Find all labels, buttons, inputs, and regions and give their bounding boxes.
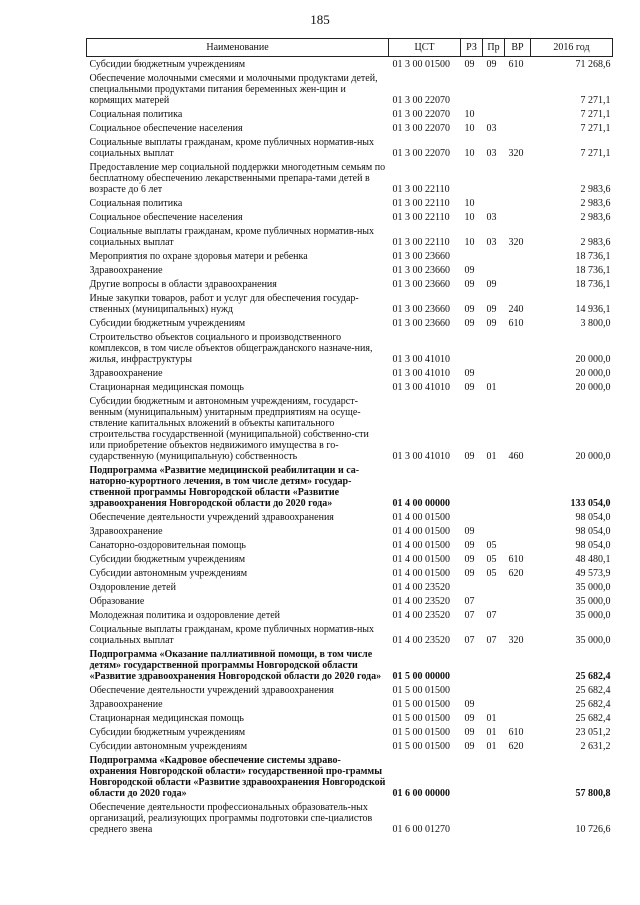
row-name: Санаторно-оздоровительная помощь: [89, 540, 246, 551]
row-rz: [461, 463, 483, 510]
row-vr: 610: [508, 727, 524, 738]
row-amount: 25 682,4: [575, 685, 611, 696]
row-amount: 10 726,6: [575, 824, 611, 835]
row-cst: 01 4 00 00000: [392, 498, 450, 509]
row-pr: [483, 594, 505, 608]
row-rz: 09: [464, 304, 475, 315]
row-rz: 09: [464, 265, 475, 276]
row-name: Социальное обеспечение населения: [89, 212, 243, 223]
table-row: [87, 71, 613, 107]
row-pr: 01: [486, 451, 497, 462]
row-cst: 01 3 00 41010: [392, 354, 450, 365]
row-cst: 01 4 00 23520: [392, 596, 450, 607]
row-vr: [505, 71, 531, 107]
row-pr: 09: [486, 304, 497, 315]
table-row: [87, 580, 613, 594]
budget-table: [86, 38, 613, 836]
row-rz: [461, 800, 483, 836]
row-rz: 09: [464, 540, 475, 551]
row-amount: 23 051,2: [575, 727, 611, 738]
row-name: Молодежная политика и оздоровление детей: [89, 610, 281, 621]
row-rz: 09: [464, 699, 475, 710]
row-amount: 20 000,0: [575, 368, 611, 379]
row-amount: 7 271,1: [580, 123, 611, 134]
row-amount: 25 682,4: [575, 699, 611, 710]
row-vr: [505, 647, 531, 683]
row-cst: 01 3 00 22110: [392, 237, 450, 248]
row-amount: 3 800,0: [580, 318, 611, 329]
row-vr: [505, 249, 531, 263]
row-name: Здравоохранение: [89, 265, 163, 276]
row-vr: [505, 800, 531, 836]
row-name: Подпрограмма «Развитие медицинской реабилитации и са-наторно-курортного лечения, в том числе детям» государ-ственной программы Новгородской области «Развитие здравоохранения Новгородской области до 2020 года»: [89, 465, 360, 509]
row-amount: 18 736,1: [575, 251, 611, 262]
row-amount: 49 573,9: [575, 568, 611, 579]
row-cst: 01 3 00 22110: [392, 184, 450, 195]
table-row: [87, 566, 613, 580]
row-pr: [483, 196, 505, 210]
table-row: [87, 160, 613, 196]
row-name: Обеспечение деятельности учреждений здравоохранения: [89, 685, 334, 696]
row-rz: 10: [464, 198, 475, 209]
table-row: [87, 330, 613, 366]
row-rz: 10: [464, 212, 475, 223]
row-cst: 01 3 00 41010: [392, 368, 450, 379]
row-name: Образование: [89, 596, 145, 607]
table-row: [87, 224, 613, 249]
row-name: Стационарная медицинская помощь: [89, 713, 244, 724]
row-name: Подпрограмма «Кадровое обеспечение системы здраво-охранения Новгородской области» государственной про-граммы Новгородской области «Развитие здравоохранения Новгородской области до 2020 года»: [89, 755, 386, 799]
row-rz: 09: [464, 568, 475, 579]
row-rz: 09: [464, 318, 475, 329]
row-amount: 2 983,6: [580, 237, 611, 248]
row-cst: 01 6 00 01270: [392, 824, 450, 835]
row-amount: 35 000,0: [575, 610, 611, 621]
table-row: [87, 524, 613, 538]
row-amount: 35 000,0: [575, 635, 611, 646]
row-name: Здравоохранение: [89, 526, 163, 537]
row-vr: [505, 277, 531, 291]
row-pr: 09: [486, 279, 497, 290]
row-vr: [505, 524, 531, 538]
row-pr: [483, 580, 505, 594]
table-row: [87, 683, 613, 697]
row-vr: 320: [508, 148, 524, 159]
row-pr: [483, 249, 505, 263]
table-header: [87, 39, 613, 57]
row-cst: 01 4 00 23520: [392, 635, 450, 646]
row-cst: 01 3 00 23660: [392, 304, 450, 315]
row-cst: 01 3 00 41010: [392, 382, 450, 393]
table-row: [87, 57, 613, 72]
row-vr: [505, 697, 531, 711]
header-rz: РЗ: [461, 39, 483, 57]
row-pr: [483, 71, 505, 107]
row-name: Социальные выплаты гражданам, кроме публичных норматив-ных социальных выплат: [89, 624, 375, 646]
row-vr: [505, 608, 531, 622]
row-amount: 133 054,0: [570, 498, 611, 509]
table-row: [87, 277, 613, 291]
row-vr: [505, 366, 531, 380]
row-vr: 320: [508, 635, 524, 646]
row-pr: 01: [486, 727, 497, 738]
row-amount: 98 054,0: [575, 540, 611, 551]
row-cst: 01 4 00 23520: [392, 610, 450, 621]
row-name: Социальные выплаты гражданам, кроме публичных норматив-ных социальных выплат: [89, 226, 375, 248]
row-rz: [461, 71, 483, 107]
row-pr: 03: [486, 123, 497, 134]
row-vr: [505, 510, 531, 524]
table-row: [87, 380, 613, 394]
row-pr: [483, 697, 505, 711]
row-rz: [461, 330, 483, 366]
row-cst: 01 5 00 01500: [392, 713, 450, 724]
row-amount: 20 000,0: [575, 451, 611, 462]
row-name: Субсидии бюджетным учреждениям: [89, 318, 246, 329]
row-pr: [483, 524, 505, 538]
row-name: Субсидии бюджетным учреждениям: [89, 554, 246, 565]
row-name: Социальная политика: [89, 198, 183, 209]
table-row: [87, 291, 613, 316]
row-name: Субсидии бюджетным и автономным учреждениям, государст-венным (муниципальным) унитарным предприятиям на осуще-ствление капитальных вложений в объекты капитального строительства государственной (муниципальной) собственно-сти или приобретение объектов недвижимого имущества в го-сударственную (муниципальную) собственность: [89, 396, 369, 462]
table-row: [87, 552, 613, 566]
row-amount: 98 054,0: [575, 512, 611, 523]
row-amount: 18 736,1: [575, 265, 611, 276]
row-rz: [461, 249, 483, 263]
row-cst: 01 4 00 01500: [392, 568, 450, 579]
row-vr: [505, 160, 531, 196]
row-cst: 01 3 00 22070: [392, 123, 450, 134]
row-amount: 2 631,2: [580, 741, 611, 752]
row-pr: 01: [486, 382, 497, 393]
table-row: [87, 538, 613, 552]
row-cst: 01 3 00 23660: [392, 279, 450, 290]
row-pr: 05: [486, 554, 497, 565]
row-rz: 10: [464, 109, 475, 120]
row-vr: [505, 711, 531, 725]
row-cst: 01 3 00 22110: [392, 198, 450, 209]
row-name: Обеспечение молочными смесями и молочными продуктами детей, специальными продуктами питания беременных жен-щин и кормящих матерей: [89, 73, 378, 106]
table-row: [87, 196, 613, 210]
row-name: Строительство объектов социального и производственного комплексов, в том числе объектов общегражданского назначе-ния, жилья, инфраструктуры: [89, 332, 373, 365]
header-cst: ЦСТ: [389, 39, 461, 57]
row-vr: [505, 121, 531, 135]
row-amount: 25 682,4: [575, 713, 611, 724]
table-row: [87, 647, 613, 683]
page-number: 185: [310, 12, 330, 27]
row-vr: [505, 463, 531, 510]
row-cst: 01 3 00 22070: [392, 148, 450, 159]
row-rz: 10: [464, 148, 475, 159]
row-pr: 03: [486, 212, 497, 223]
row-cst: 01 3 00 22110: [392, 212, 450, 223]
row-amount: 7 271,1: [580, 95, 611, 106]
row-rz: 09: [464, 526, 475, 537]
row-vr: [505, 330, 531, 366]
row-rz: 07: [464, 635, 475, 646]
row-vr: [505, 594, 531, 608]
table-row: [87, 249, 613, 263]
table-row: [87, 210, 613, 224]
table-row: [87, 366, 613, 380]
row-amount: 25 682,4: [575, 671, 611, 682]
row-cst: 01 3 00 23660: [392, 265, 450, 276]
row-pr: 01: [486, 713, 497, 724]
row-pr: 07: [486, 635, 497, 646]
row-name: Оздоровление детей: [89, 582, 176, 593]
table-row: [87, 107, 613, 121]
row-pr: [483, 753, 505, 800]
row-rz: 07: [464, 610, 475, 621]
table-row: [87, 394, 613, 463]
row-cst: 01 5 00 01500: [392, 699, 450, 710]
row-name: Социальная политика: [89, 109, 183, 120]
row-name: Субсидии бюджетным учреждениям: [89, 727, 246, 738]
row-vr: [505, 683, 531, 697]
row-name: Социальное обеспечение населения: [89, 123, 243, 134]
table-row: [87, 135, 613, 160]
row-rz: 09: [464, 713, 475, 724]
row-cst: 01 4 00 01500: [392, 512, 450, 523]
header-pr: Пр: [483, 39, 505, 57]
row-cst: 01 4 00 01500: [392, 540, 450, 551]
row-amount: 2 983,6: [580, 212, 611, 223]
row-name: Субсидии автономным учреждениям: [89, 741, 248, 752]
row-rz: 10: [464, 237, 475, 248]
table-row: [87, 697, 613, 711]
row-amount: 57 800,8: [575, 788, 611, 799]
table-row: [87, 594, 613, 608]
row-pr: [483, 160, 505, 196]
row-cst: 01 3 00 23660: [392, 251, 450, 262]
row-pr: [483, 366, 505, 380]
header-name: Наименование: [87, 39, 389, 57]
row-vr: 610: [508, 554, 524, 565]
row-rz: 09: [464, 741, 475, 752]
table-row: [87, 622, 613, 647]
row-cst: 01 4 00 01500: [392, 554, 450, 565]
row-vr: [505, 210, 531, 224]
row-name: Другие вопросы в области здравоохранения: [89, 279, 277, 290]
table-row: [87, 316, 613, 330]
row-vr: 610: [508, 59, 524, 70]
row-cst: 01 3 00 01500: [392, 59, 450, 70]
row-amount: 71 268,6: [575, 59, 611, 70]
row-pr: [483, 647, 505, 683]
row-pr: [483, 107, 505, 121]
row-name: Социальные выплаты гражданам, кроме публичных норматив-ных социальных выплат: [89, 137, 375, 159]
row-rz: [461, 510, 483, 524]
row-amount: 2 983,6: [580, 198, 611, 209]
row-cst: 01 3 00 23660: [392, 318, 450, 329]
row-amount: 20 000,0: [575, 354, 611, 365]
header-amount: 2016 год: [531, 39, 613, 57]
row-pr: 05: [486, 568, 497, 579]
row-cst: 01 3 00 41010: [392, 451, 450, 462]
row-cst: 01 4 00 01500: [392, 526, 450, 537]
table-row: [87, 739, 613, 753]
row-vr: 460: [508, 451, 524, 462]
row-rz: [461, 647, 483, 683]
row-rz: [461, 160, 483, 196]
row-rz: 09: [464, 368, 475, 379]
row-vr: [505, 538, 531, 552]
row-rz: 09: [464, 382, 475, 393]
row-cst: 01 4 00 23520: [392, 582, 450, 593]
row-rz: [461, 683, 483, 697]
row-name: Иные закупки товаров, работ и услуг для обеспечения государ-ственных (муниципальных) нужд: [89, 293, 359, 315]
row-pr: [483, 463, 505, 510]
row-pr: [483, 683, 505, 697]
row-rz: 07: [464, 596, 475, 607]
row-amount: 20 000,0: [575, 382, 611, 393]
row-name: Субсидии автономным учреждениям: [89, 568, 248, 579]
table-body: [87, 57, 613, 837]
row-vr: 320: [508, 237, 524, 248]
row-name: Предоставление мер социальной поддержки многодетным семьям по бесплатному обеспечению лекарственными препара-тами детей в возрасте до 6 лет: [89, 162, 386, 195]
row-amount: 7 271,1: [580, 148, 611, 159]
row-rz: [461, 580, 483, 594]
row-rz: 09: [464, 451, 475, 462]
row-vr: 240: [508, 304, 524, 315]
row-amount: 2 983,6: [580, 184, 611, 195]
row-rz: 09: [464, 59, 475, 70]
row-vr: [505, 107, 531, 121]
row-pr: 07: [486, 610, 497, 621]
row-name: Мероприятия по охране здоровья матери и ребенка: [89, 251, 308, 262]
row-vr: 620: [508, 741, 524, 752]
row-cst: 01 3 00 22070: [392, 95, 450, 106]
row-cst: 01 5 00 01500: [392, 685, 450, 696]
row-amount: 98 054,0: [575, 526, 611, 537]
row-cst: 01 5 00 01500: [392, 727, 450, 738]
row-pr: 09: [486, 59, 497, 70]
row-cst: 01 3 00 22070: [392, 109, 450, 120]
row-pr: 03: [486, 148, 497, 159]
row-rz: 09: [464, 727, 475, 738]
header-vr: ВР: [505, 39, 531, 57]
row-rz: 10: [464, 123, 475, 134]
row-vr: [505, 263, 531, 277]
row-cst: 01 5 00 01500: [392, 741, 450, 752]
row-amount: 35 000,0: [575, 596, 611, 607]
table-row: [87, 121, 613, 135]
row-pr: 09: [486, 318, 497, 329]
row-pr: [483, 800, 505, 836]
table-row: [87, 725, 613, 739]
table-row: [87, 800, 613, 836]
row-vr: [505, 580, 531, 594]
row-pr: [483, 330, 505, 366]
table-row: [87, 510, 613, 524]
table-row: [87, 753, 613, 800]
row-name: Стационарная медицинская помощь: [89, 382, 244, 393]
row-name: Обеспечение деятельности профессиональных образователь-ных организаций, реализующих программы подготовки спе-циалистов среднего звена: [89, 802, 373, 835]
row-vr: 620: [508, 568, 524, 579]
row-cst: 01 5 00 00000: [392, 671, 450, 682]
row-rz: 09: [464, 554, 475, 565]
row-vr: 610: [508, 318, 524, 329]
row-pr: 03: [486, 237, 497, 248]
table-row: [87, 608, 613, 622]
row-pr: 01: [486, 741, 497, 752]
row-name: Подпрограмма «Оказание паллиативной помощи, в том числе детям» государственной программы Новгородской области «Развитие здравоохранения Новгородской области до 2020 года»: [89, 649, 382, 682]
row-name: Субсидии бюджетным учреждениям: [89, 59, 246, 70]
row-vr: [505, 753, 531, 800]
row-name: Обеспечение деятельности учреждений здравоохранения: [89, 512, 334, 523]
row-pr: [483, 263, 505, 277]
row-amount: 35 000,0: [575, 582, 611, 593]
row-name: Здравоохранение: [89, 699, 163, 710]
row-cst: 01 6 00 00000: [392, 788, 450, 799]
row-amount: 48 480,1: [575, 554, 611, 565]
row-rz: 09: [464, 279, 475, 290]
row-name: Здравоохранение: [89, 368, 163, 379]
table-row: [87, 463, 613, 510]
row-pr: [483, 510, 505, 524]
row-amount: 7 271,1: [580, 109, 611, 120]
row-rz: [461, 753, 483, 800]
row-amount: 18 736,1: [575, 279, 611, 290]
table-row: [87, 263, 613, 277]
row-pr: 05: [486, 540, 497, 551]
row-vr: [505, 380, 531, 394]
table-row: [87, 711, 613, 725]
row-amount: 14 936,1: [575, 304, 611, 315]
row-vr: [505, 196, 531, 210]
